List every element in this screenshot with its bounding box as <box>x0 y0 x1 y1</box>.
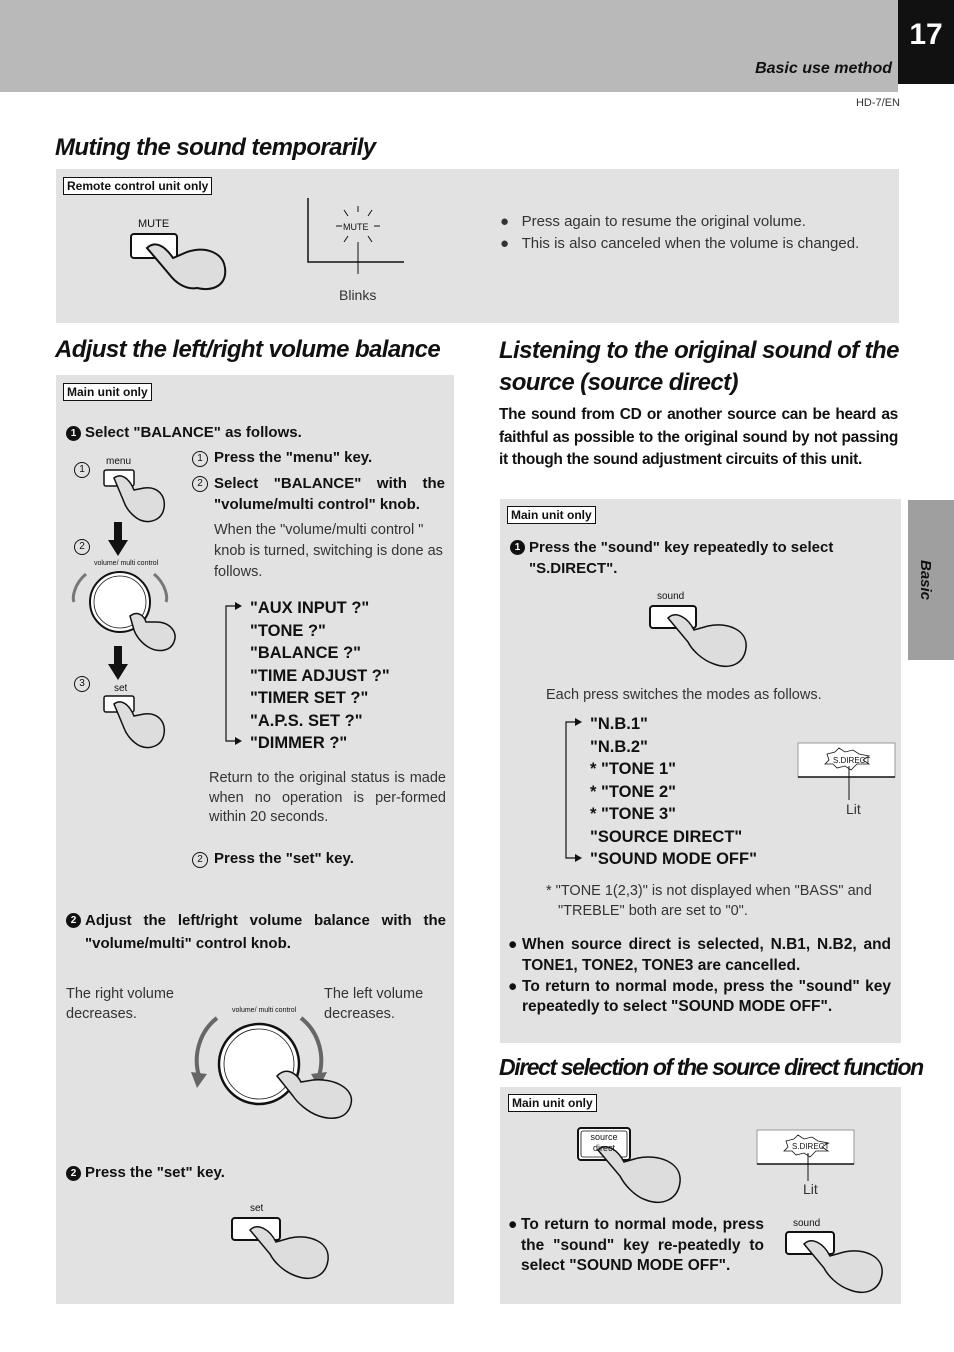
balance-sub2 <box>192 473 445 515</box>
step-number: 2 <box>66 1166 81 1181</box>
press-sound-hand-icon-2 <box>784 1230 894 1300</box>
list-item: "SOURCE DIRECT" <box>590 827 743 846</box>
source-direct-step1 <box>510 537 895 579</box>
balance-sub2-note: When the "volume/multi control " knob is turned, switching is done as follows. <box>214 522 443 580</box>
sdirect-display-icon <box>797 742 897 802</box>
menu-key-label: menu <box>106 456 132 467</box>
balance-knob-hand-icon <box>185 1012 365 1122</box>
list-item: * "TONE 3" <box>590 805 676 823</box>
sdirect-display-icon-2 <box>756 1129 856 1185</box>
step-number: 1 <box>510 540 525 555</box>
balance-sub1 <box>192 447 447 468</box>
side-tab <box>908 500 954 660</box>
balance-tag: Main unit only <box>63 383 152 401</box>
switch-note: Each press switches the modes as follows. <box>546 687 822 703</box>
source-direct-bullets <box>508 935 891 1018</box>
source-direct-key-label: source direct <box>590 1132 618 1153</box>
model-code: HD-7/EN <box>855 97 900 109</box>
list-item: "SOUND MODE OFF" <box>590 850 757 868</box>
press-sound-hand-icon <box>648 604 758 674</box>
press-mute-hand-icon <box>125 230 235 300</box>
direct-selection-bullet: ● To return to normal mode, press the "sound" key re-peatedly to select "SOUND MODE OFF". <box>508 1216 764 1274</box>
step-text: Press the "sound" key repeatedly to select "S.DIRECT". <box>529 539 834 577</box>
page-number: 17 <box>898 0 954 84</box>
fig-number-3: 3 <box>74 674 96 692</box>
list-item: "TIME ADJUST ?" <box>250 666 390 685</box>
list-item: ● This is also canceled when the volume is changed. <box>500 235 860 252</box>
balance-step3 <box>66 1162 446 1183</box>
press-set-hand-icon-2 <box>230 1216 340 1286</box>
list-item: "AUX INPUT ?" <box>250 599 370 617</box>
step-number: 1 <box>66 426 81 441</box>
sub-step-text: Select "BALANCE" with the "volume/multi control" knob. <box>214 475 445 513</box>
fig-number-2: 2 <box>74 537 96 555</box>
list-item: ● When source direct is selected, N.B1, N.B2, and TONE1, TONE2, TONE3 are cancelled. <box>508 936 891 974</box>
sub-step-number: 2 <box>192 852 208 868</box>
source-direct-intro: The sound from CD or another source can be heard as faithful as possible to the original sound by not passing it though the sound adjustment circuits of this unit. <box>499 406 898 468</box>
list-item: * "TONE 1" <box>590 760 676 778</box>
volume-knob-hand-icon <box>70 566 180 656</box>
right-volume-note: The right volume decreases. <box>66 986 174 1022</box>
sound-key-label: sound <box>657 591 685 602</box>
step-number: 2 <box>66 913 81 928</box>
sub-step-text: Press the "menu" key. <box>214 449 373 466</box>
knob2-label: volume/ multi control <box>232 1007 297 1014</box>
muting-title: Muting the sound temporarily <box>55 134 376 161</box>
list-item: * "TONE 2" <box>590 782 676 801</box>
list-item: "N.B.2" <box>590 737 648 756</box>
mute-display-label: MUTE <box>343 222 369 232</box>
knob-label: volume/ multi control <box>94 560 159 567</box>
sdirect-display-label: S.DIRECT <box>833 756 871 765</box>
step-text: Select "BALANCE" as follows. <box>85 424 302 441</box>
list-item: "N.B.1" <box>590 715 648 733</box>
list-item: "TIMER SET ?" <box>250 689 369 707</box>
mute-key-label: MUTE <box>138 218 170 230</box>
down-arrow-icon <box>108 522 128 558</box>
direct-selection-tag: Main unit only <box>508 1094 597 1112</box>
balance-step2 <box>66 909 446 955</box>
muting-tag: Remote control unit only <box>63 177 212 195</box>
side-tab-label: Basic <box>917 560 934 601</box>
cycle-bracket-icon <box>222 600 244 750</box>
source-direct-title: Listening to the original sound of the source (source direct) <box>499 337 899 396</box>
sdirect-display-label-2: S.DIRECT <box>792 1142 830 1151</box>
step-text: Adjust the left/right volume balance with the "volume/multi" control knob. <box>85 912 446 952</box>
section-title: Basic use method <box>755 60 892 77</box>
down-arrow-icon <box>108 646 128 682</box>
return-note: Return to the original status is made when no operation is per-formed within 20 seconds. <box>209 770 446 825</box>
sub-step-number: 2 <box>192 476 208 492</box>
sub-step-text: Press the "set" key. <box>214 850 354 867</box>
lit-label-2: Lit <box>803 1181 818 1197</box>
list-item: "TONE ?" <box>250 621 326 640</box>
menu-cycle-list <box>250 597 390 755</box>
blinks-label: Blinks <box>339 287 377 303</box>
set-key2-label: set <box>250 1203 264 1214</box>
press-menu-hand-icon <box>102 468 172 528</box>
set-key-label: set <box>114 683 128 694</box>
direct-selection-title: Direct selection of the source direct function <box>499 1054 923 1080</box>
list-item: ● Press again to resume the original volume. <box>500 213 806 230</box>
muting-bullets <box>500 211 895 255</box>
source-direct-tag: Main unit only <box>507 506 596 524</box>
list-item: ● To return to normal mode, press the "sound" key repeatedly to select "SOUND MODE OFF". <box>508 977 891 1016</box>
left-volume-note: The left volume decreases. <box>324 986 424 1022</box>
balance-sub3 <box>192 848 447 869</box>
lit-label: Lit <box>846 801 861 817</box>
mode-cycle-list <box>590 713 757 871</box>
header-bar <box>0 0 898 92</box>
mute-display-icon <box>306 198 406 278</box>
fig-number-1: 1 <box>74 460 96 478</box>
sound-key2-label: sound <box>793 1218 821 1229</box>
sub-step-number: 1 <box>192 451 208 467</box>
step-text: Press the "set" key. <box>85 1164 225 1181</box>
list-item: "DIMMER ?" <box>250 734 348 752</box>
press-set-hand-icon <box>102 694 172 754</box>
cycle-bracket-icon-2 <box>562 716 584 866</box>
balance-title: Adjust the left/right volume balance <box>55 336 441 363</box>
list-item: "BALANCE ?" <box>250 644 361 662</box>
list-item: "A.P.S. SET ?" <box>250 711 363 730</box>
balance-step1 <box>66 422 446 443</box>
tone-footnote: * "TONE 1(2,3)" is not displayed when "BASS" and "TREBLE" both are set to "0". <box>546 883 872 919</box>
